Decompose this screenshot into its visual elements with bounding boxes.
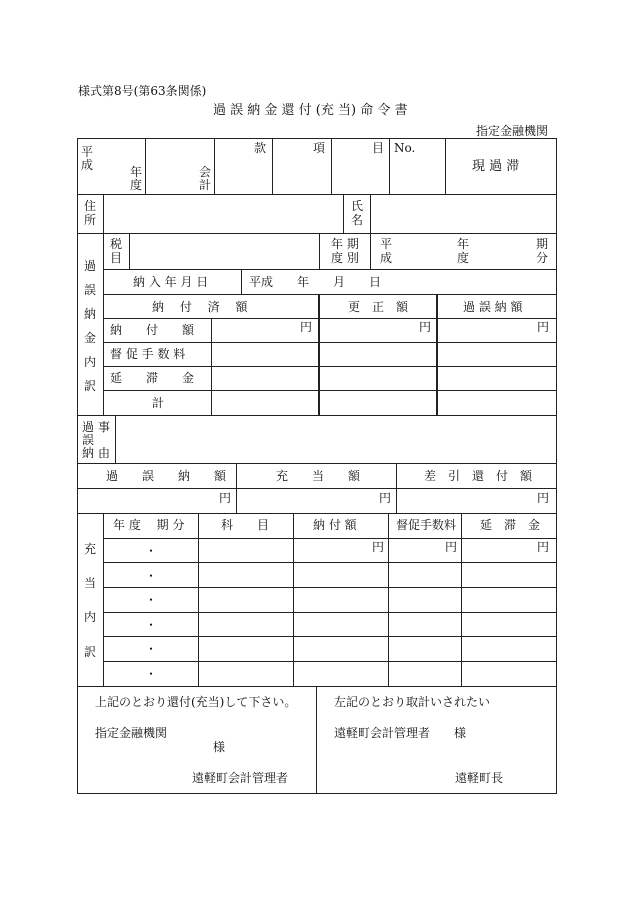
yen-overpaid: 円 [537,320,550,334]
paid-date-value: 平成 年 月 日 [249,275,382,289]
moku-label: 目 [372,141,385,155]
period-hei: 平 [380,237,393,251]
reason-left-1: 過 [82,420,95,434]
allocation-dot-2: ・ [145,569,158,583]
summary-yen-2: 円 [379,491,392,505]
designated-bank-label: 指定金融機関 [476,124,549,138]
row2-div-c [370,194,371,233]
summary-div-a [236,463,237,513]
footer-left-instruction: 上記のとおり還付(充当)して下さい。 [95,695,297,709]
summary-bottom [77,513,557,514]
period-do: 度 [457,251,470,265]
period-label-2: 度 別 [331,251,359,265]
frame-left [77,138,78,794]
footer-left-bank: 指定金融機関 [95,726,168,740]
allocation-dot-6: ・ [145,667,158,681]
kei-label: 計 [199,178,212,192]
allocation-side-3: 内 [84,610,97,624]
footer-div [316,686,317,793]
breakdown-side-div [103,233,104,415]
name-label-1: 氏 [351,199,364,213]
summary-yen-1: 円 [219,491,232,505]
row1-div-e [389,138,390,194]
footer-left-sama: 様 [213,740,226,754]
heisei-label-2: 成 [81,158,94,172]
allocation-side-4: 訳 [84,645,97,659]
tax-div-c [370,233,371,269]
allocation-header-subject: 科 目 [221,518,270,532]
form-number: 様式第8号(第63条関係) [78,84,207,98]
row1-div-f [445,138,446,194]
summary-header-bottom [77,488,557,489]
breakdown-side-3: 納 [84,307,97,321]
row2-div-a [103,194,104,233]
summary-col-applied: 充 当 額 [276,469,361,483]
allocation-yen-late: 円 [537,540,550,554]
row2-bottom [77,233,557,234]
kai-label: 会 [199,165,212,179]
reason-left-2: 誤 [82,433,95,447]
reason-right-2: 由 [98,446,111,460]
address-label-1: 住 [84,199,97,213]
allocation-side-1: 充 [84,542,97,556]
summary-col-overpaid: 過 誤 納 額 [106,469,227,483]
amount-row-2 [103,366,557,367]
allocation-row-6 [103,661,557,662]
allocation-dot-4: ・ [145,618,158,632]
allocation-yen-paid: 円 [372,540,385,554]
amount-label-paid: 納 付 額 [110,323,195,337]
amount-row-3 [103,390,557,391]
amount-label-late: 延 滞 金 [110,371,195,385]
document-title: 過 誤 納 金 還 付 (充 当) 命 令 書 [213,103,408,118]
allocation-row-1 [103,538,557,539]
breakdown-side-6: 訳 [84,379,97,393]
tax-div-b [319,233,320,269]
number-label: No. [394,141,416,155]
tax-label-2: 目 [110,251,123,265]
allocation-yen-fee: 円 [445,540,458,554]
frame-bottom [77,793,557,794]
breakdown-bottom [77,415,557,416]
yen-corrected: 円 [419,320,432,334]
kan-label: 款 [254,141,267,155]
summary-col-refund: 差 引 還 付 額 [424,469,533,483]
amount-label-fee: 督 促 手 数 料 [110,347,186,361]
amount-div-overpaid [436,294,438,415]
tax-label-1: 税 [110,237,123,251]
breakdown-side-4: 金 [84,331,97,345]
allocation-header-late: 延 滞 金 [480,518,541,532]
address-label-2: 所 [84,213,97,227]
allocation-dot-3: ・ [145,593,158,607]
allocation-row-4 [103,612,557,613]
footer-right-instruction: 左記のとおり取計いされたい [334,695,491,709]
row1-div-a [145,138,146,194]
do-label: 度 [130,178,143,192]
period-ki: 期 [536,237,549,251]
heisei-label-1: 平 [81,145,94,159]
footer-right-mayor: 遠軽町長 [455,771,504,785]
reason-right-1: 事 [98,420,111,434]
kou-label: 項 [313,141,326,155]
date-row-bottom [103,294,557,295]
row1-div-c [272,138,273,194]
period-bun: 分 [536,251,549,265]
reason-left-3: 納 [82,446,95,460]
summary-yen-3: 円 [537,491,550,505]
tax-div-a [129,233,130,269]
reason-div [115,415,116,463]
paid-date-label: 納 入 年 月 日 [133,275,209,289]
footer-right-accountant: 遠軽町会計管理者 様 [334,726,467,740]
footer-left-accountant: 遠軽町会計管理者 [192,771,289,785]
allocation-row-3 [103,587,557,588]
period-nen: 年 [457,237,470,251]
period-sei: 成 [380,251,393,265]
summary-div-b [396,463,397,513]
breakdown-side-2: 誤 [84,283,97,297]
reason-bottom [77,463,557,464]
period-label-1: 年 期 [331,237,359,251]
row1-bottom [77,194,557,195]
nen-label: 年 [130,165,143,179]
frame-right [556,138,557,794]
amount-row-1 [103,342,557,343]
allocation-side-2: 当 [84,576,97,590]
amount-label-total: 計 [152,396,165,410]
col-overpaid-header: 過 誤 納 額 [463,300,523,314]
row1-div-b [214,138,215,194]
breakdown-side-5: 内 [84,355,97,369]
allocation-dot-5: ・ [145,642,158,656]
allocation-dot-1: ・ [145,544,158,558]
amount-div-corrected [318,294,320,415]
status-label: 現 過 滞 [472,159,520,174]
date-div [241,269,242,294]
name-label-2: 名 [351,213,364,227]
allocation-header-paid: 納 付 額 [313,518,357,532]
allocation-row-5 [103,636,557,637]
col-paid-header: 納 付 済 額 [152,300,248,314]
allocation-row-2 [103,562,557,563]
col-corrected-header: 更 正 額 [348,300,409,314]
amount-header-bottom [103,318,557,319]
frame-top [77,138,557,139]
allocation-header-fee: 督促手数料 [396,518,457,532]
row1-div-d [331,138,332,194]
yen-paid: 円 [300,320,313,334]
tax-row-bottom [103,269,557,270]
allocation-header-period: 年 度 期 分 [113,518,185,532]
allocation-bottom [77,686,557,687]
row2-div-b [343,194,344,233]
breakdown-side-1: 過 [84,259,97,273]
